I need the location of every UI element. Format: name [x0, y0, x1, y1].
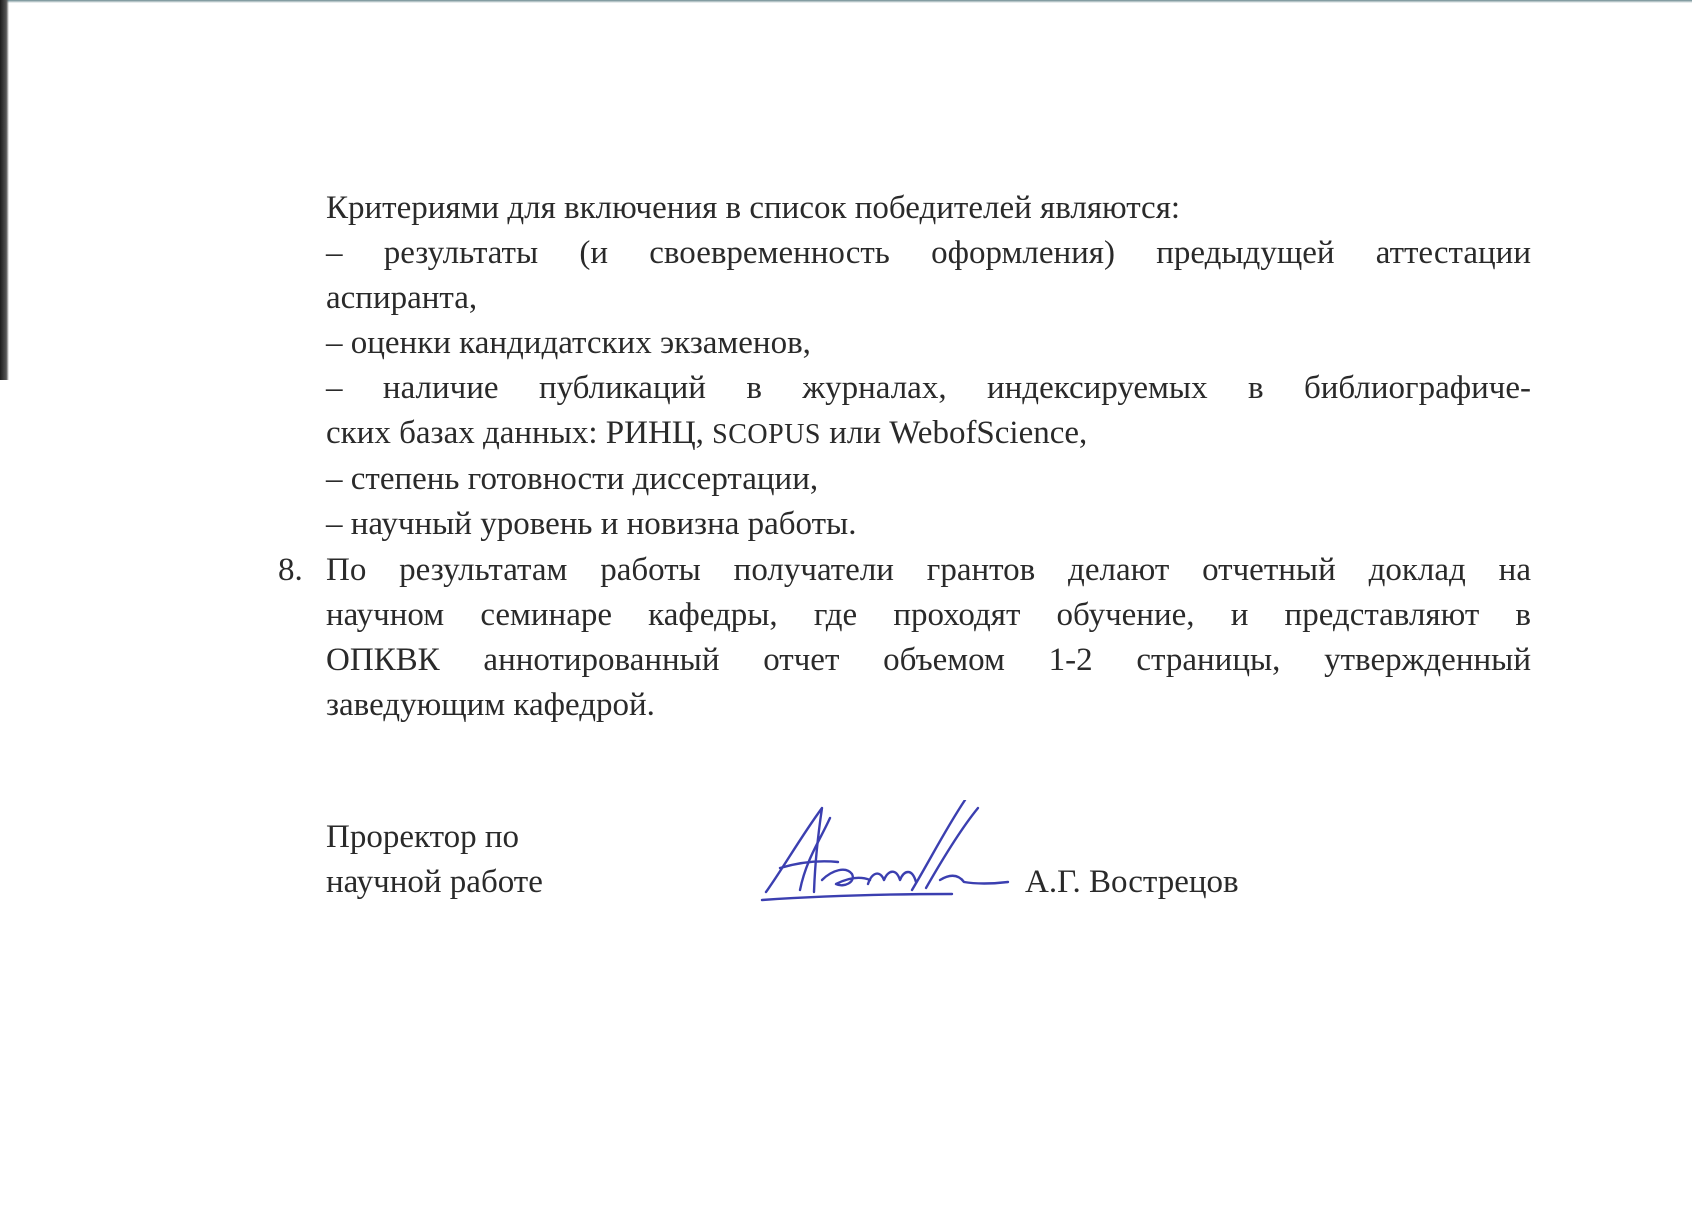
criteria-item-publications-cont [326, 411, 1531, 457]
section-8-text [326, 548, 1531, 728]
signatory-title-line-2: научной работе [326, 864, 543, 900]
criteria-item-novelty: – научный уровень и новизна работы. [326, 506, 857, 542]
criteria-item-publications: – наличие публикаций в журналах, индексируемых в библиографиче- [326, 370, 1531, 406]
section-8-line-3: ОПКВК аннотированный отчет объемом 1-2 страницы, утвержденный [326, 642, 1531, 678]
section-8-number: 8. [278, 552, 303, 588]
criteria-item-readiness: – степень готовности диссертации, [326, 461, 819, 497]
criteria-heading: Критериями для включения в список победителей являются: [326, 190, 1181, 226]
signatory-title-line-1: Проректор по [326, 819, 519, 855]
signatory-title [326, 815, 543, 905]
section-8-line-2: научном семинаре кафедры, где проходят обучение, и представляют в [326, 597, 1531, 633]
wos-text: или WebofScience, [821, 415, 1088, 451]
section-8-line-1: По результатам работы получатели грантов делают отчетный доклад на [326, 552, 1531, 588]
signer-name: А.Г. Вострецов [1025, 864, 1239, 900]
criteria-item-attestation: – результаты (и своевременность оформления) предыдущей аттестации [326, 235, 1531, 271]
criteria-list [326, 186, 1531, 547]
databases-text: ских базах данных: РИНЦ, [326, 415, 713, 451]
scopus-text: SCOPUS [712, 419, 821, 450]
handwritten-signature [760, 800, 1010, 915]
criteria-item-exams: – оценки кандидатских экзаменов, [326, 325, 811, 361]
section-8-line-4: заведующим кафедрой. [326, 687, 655, 723]
criteria-item-attestation-cont: аспиранта, [326, 280, 478, 316]
